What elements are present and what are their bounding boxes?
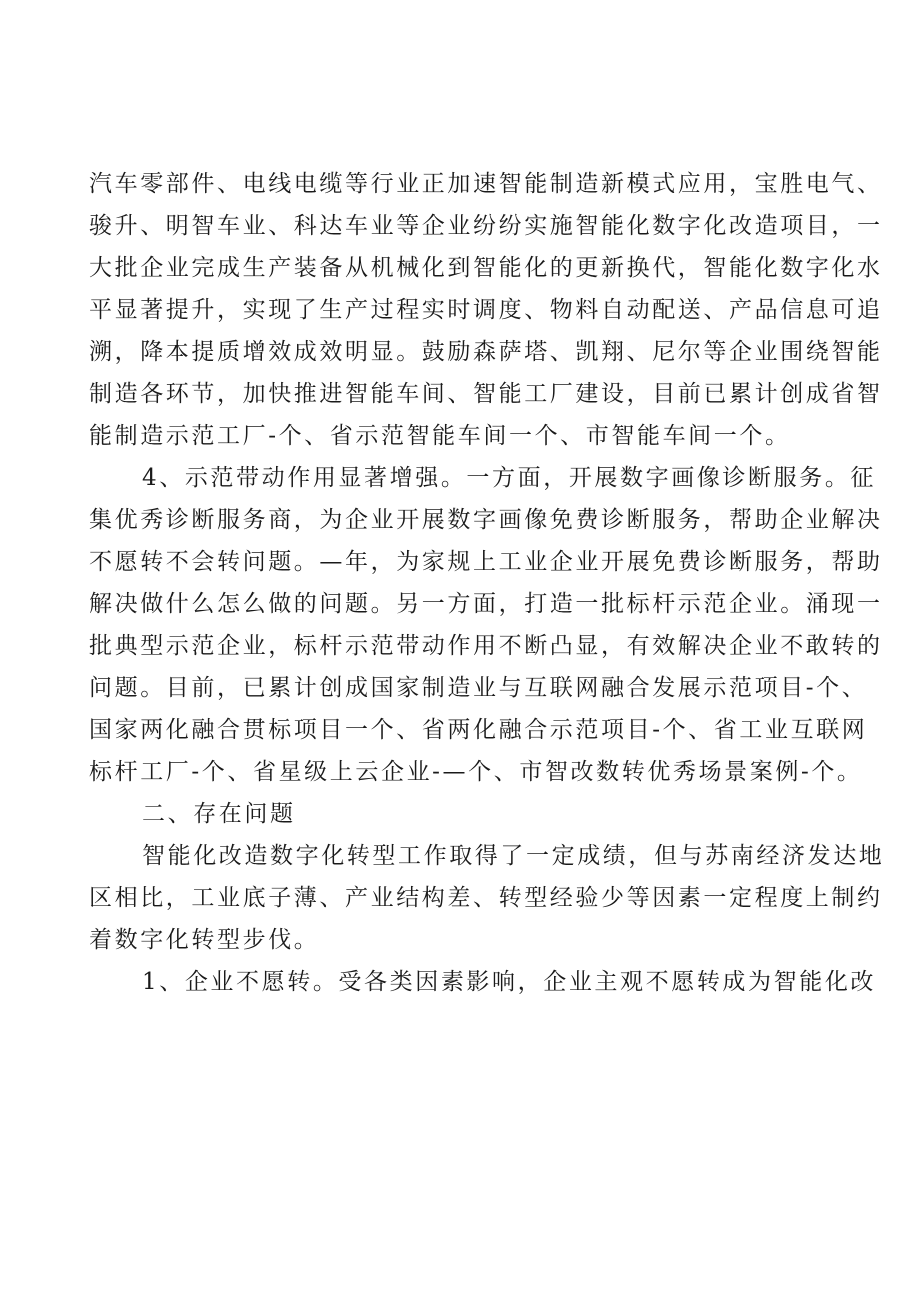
text-line: 区相比，工业底子薄、产业结构差、转型经验少等因素一定程度上制约 (89, 885, 883, 911)
text-line: 智能化改造数字化转型工作取得了一定成绩，但与苏南经济发达地 (142, 843, 885, 869)
text-line: 制造各环节，加快推进智能车间、智能工厂建设，目前已累计创成省智 (89, 381, 883, 407)
text-line: 标杆工厂-个、省星级上云企业-—个、市智改数转优秀场景案例-个。 (89, 759, 863, 785)
paragraph-p1 (89, 163, 883, 457)
text-line: 平显著提升，实现了生产过程实时调度、物料自动配送、产品信息可追 (89, 297, 883, 323)
text-line: 集优秀诊断服务商，为企业开展数字画像免费诊断服务，帮助企业解决 (89, 507, 883, 533)
document-body (89, 163, 885, 1003)
text-line: 解决做什么怎么做的问题。另一方面，打造一批标杆示范企业。涌现一 (89, 591, 883, 617)
text-line: 二、存在问题 (142, 801, 296, 827)
text-line: 国家两化融合贯标项目一个、省两化融合示范项目-个、省工业互联网 (89, 717, 868, 743)
paragraph-p4 (89, 835, 885, 961)
text-line: 大批企业完成生产装备从机械化到智能化的更新换代，智能化数字化水 (89, 255, 883, 281)
text-line: 溯，降本提质增效成效明显。鼓励森萨塔、凯翔、尼尔等企业围绕智能 (89, 339, 883, 365)
paragraph-p2 (89, 457, 883, 793)
text-line: 1、企业不愿转。受各类因素影响，企业主观不愿转成为智能化改 (142, 969, 877, 995)
text-line: 汽车零部件、电线电缆等行业正加速智能制造新模式应用，宝胜电气、 (89, 171, 883, 197)
paragraph-p3 (89, 793, 849, 835)
text-line: 4、示范带动作用显著增强。一方面，开展数字画像诊断服务。征 (142, 465, 877, 491)
text-line: 不愿转不会转问题。—年，为家规上工业企业开展免费诊断服务，帮助 (89, 549, 883, 575)
paragraph-p5 (89, 961, 877, 1003)
text-line: 骏升、明智车业、科达车业等企业纷纷实施智能化数字化改造项目，一 (89, 213, 883, 239)
text-line: 着数字化转型步伐。 (89, 927, 320, 953)
text-line: 能制造示范工厂-个、省示范智能车间一个、市智能车间一个。 (89, 423, 791, 449)
text-line: 问题。目前，已累计创成国家制造业与互联网融合发展示范项目-个、 (89, 675, 868, 701)
text-line: 批典型示范企业，标杆示范带动作用不断凸显，有效解决企业不敢转的 (89, 633, 883, 659)
